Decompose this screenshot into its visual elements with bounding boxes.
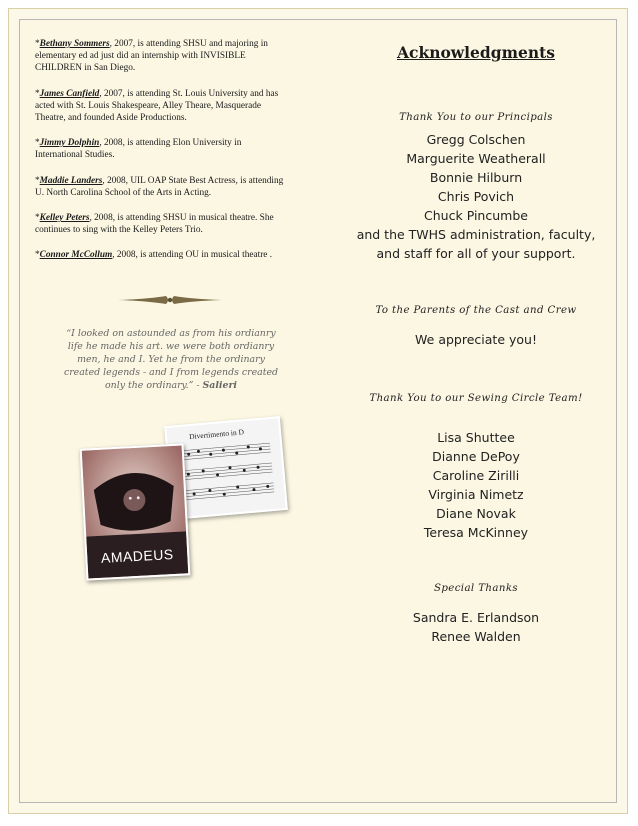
quote-text: “I looked on astounded as from his ordianry life he made his art. we were both ordianry men, he and I. Yet he from the ordinary created legends - and I from legends created only the ordinary.” - — [63, 328, 279, 391]
cast-bios — [35, 38, 290, 275]
bio-name: Bethany Sommers — [39, 39, 110, 49]
bio-name: Jimmy Dolphin — [39, 138, 100, 149]
bio-text: , 2007, is attending St. Louis University and has acted with St. Louis Shakespeare, Alley Theare, Masquerade Theatre, and founded Aside Productions. — [35, 88, 279, 124]
list-item: and staff for all of your support. — [376, 246, 576, 261]
special-list — [362, 608, 590, 646]
list-item: Teresa McKinney — [423, 525, 529, 540]
bio-name: Maddie Landers — [39, 175, 103, 186]
list-item: Renee Walden — [431, 629, 521, 644]
list-item: Caroline Zirilli — [432, 468, 520, 483]
list-item: Diane Novak — [436, 506, 516, 521]
list-item: Virginia Nimetz — [428, 487, 524, 502]
list-item: Chris Povich — [437, 189, 515, 204]
bio-entry: *Maddie Landers, 2008, UIL OAP State Best Actress, is attending U. North Carolina School of the Arts in Acting. — [35, 175, 284, 198]
parents-text: We appreciate you! — [415, 332, 537, 347]
bio-entry: *Bethany Sommers, 2007, is attending SHSU and majoring in elementary ed ad just did an internship with INVISIBLE CHILDREN in San Diego. — [35, 39, 268, 74]
salieri-quote — [60, 327, 282, 392]
principals-list — [352, 130, 600, 263]
bio-name: Connor McCollum — [39, 250, 113, 261]
divider-ornament — [118, 296, 222, 304]
principals-heading: Thank You to our Principals — [399, 112, 553, 123]
list-item: Gregg Colschen — [426, 132, 526, 147]
bio-text: , 2008, UIL OAP State Best Actress, is attending U. North Carolina School of the Arts in Acting. — [35, 175, 284, 198]
poster-title: AMADEUS — [100, 546, 175, 566]
list-item: Bonnie Hilburn — [429, 170, 523, 185]
sewing-heading: Thank You to our Sewing Circle Team! — [369, 393, 583, 404]
bio-text: , 2008, is attending Elon University in International Studies. — [35, 138, 242, 161]
sheet-music-title: Divertimento in D — [188, 427, 245, 442]
list-item: Sandra E. Erlandson — [412, 610, 540, 625]
bio-entry: *James Canfield, 2007, is attending St. Louis University and has acted with St. Louis Shakespeare, Alley Theare, Masquerade Theatre, and founded Aside Productions. — [35, 88, 279, 124]
amadeus-poster-image — [80, 443, 191, 580]
bio-entry: *Jimmy Dolphin, 2008, is attending Elon University in International Studies. — [35, 138, 242, 161]
bio-text: , 2008, is attending OU in musical theatre . — [112, 250, 273, 261]
bio-name: Kelley Peters — [39, 213, 90, 224]
special-heading: Special Thanks — [433, 583, 519, 594]
bio-entry: *Connor McCollum, 2008, is attending OU in musical theatre . — [35, 250, 273, 261]
acknowledgments-title: Acknowledgments — [397, 43, 555, 62]
list-item: Marguerite Weatherall — [406, 151, 546, 166]
list-item: Chuck Pincumbe — [424, 208, 528, 223]
quote-attribution: Salieri — [202, 380, 237, 391]
parents-heading: To the Parents of the Cast and Crew — [375, 305, 577, 316]
list-item: Lisa Shuttee — [437, 430, 515, 445]
bio-name: James Canfield — [39, 88, 100, 99]
bio-text: , 2008, is attending SHSU in musical theatre. She continues to sing with the Kelley Peters Trio. — [35, 213, 274, 236]
sewing-list — [362, 428, 590, 542]
list-item: and the TWHS administration, faculty, — [356, 227, 596, 242]
bio-text: , 2007, is attending SHSU and majoring in elementary ed ad just did an internship with INVISIBLE CHILDREN in San Diego. — [35, 39, 268, 74]
list-item: Dianne DePoy — [432, 449, 520, 464]
bio-entry: *Kelley Peters, 2008, is attending SHSU in musical theatre. She continues to sing with the Kelley Peters Trio. — [35, 213, 274, 236]
